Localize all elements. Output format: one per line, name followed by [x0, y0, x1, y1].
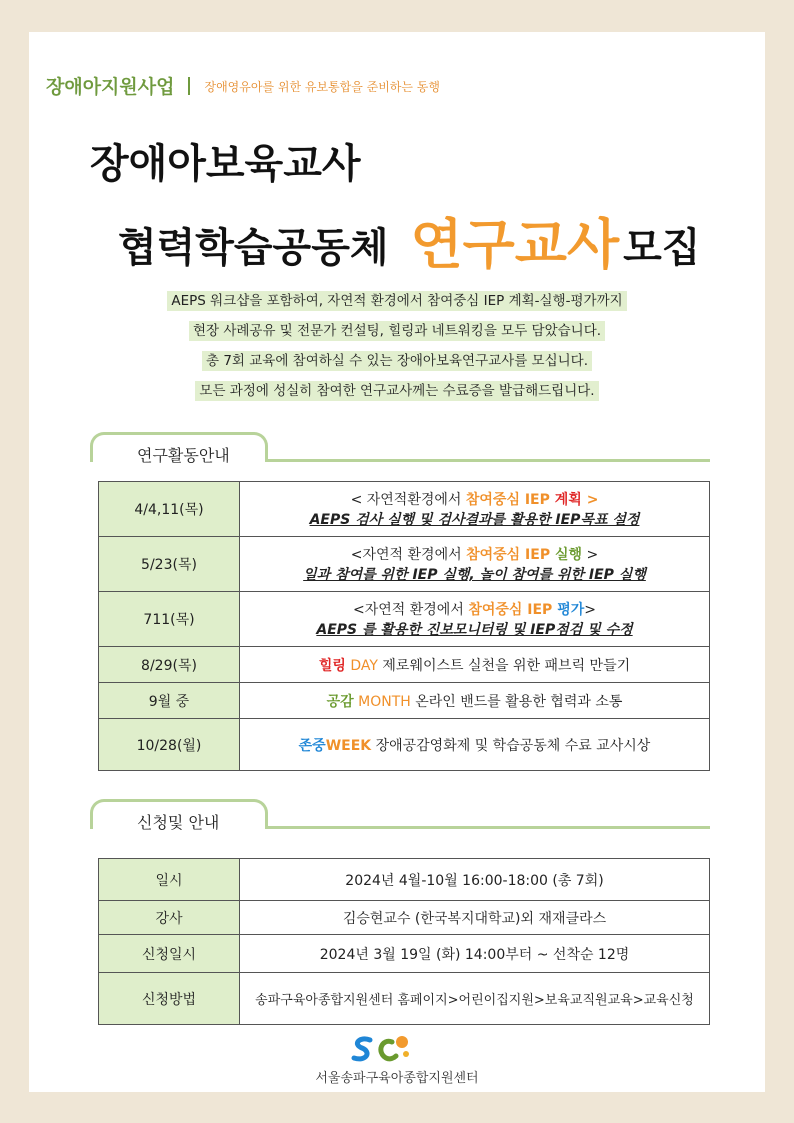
value-cell: 2024년 3월 19일 (화) 14:00부터 ~ 선착순 12명 [240, 935, 710, 973]
activity-section-title: 연구활동안내 [90, 432, 268, 462]
table-row [99, 859, 710, 901]
apply-section-header [90, 799, 710, 833]
activity-cell: <자연적 환경에서 참여중심 IEP 실행 > 일과 참여를 위한 IEP 실행, 놀이 참여를 위한 IEP 실행 [240, 537, 710, 592]
date-cell: 711(목) [99, 592, 240, 647]
activity-cell: 공감 MONTH 온라인 밴드를 활용한 협력과 소통 [240, 683, 710, 719]
table-row [99, 719, 710, 771]
date-cell: 5/23(목) [99, 537, 240, 592]
intro-line: 현장 사례공유 및 전문가 컨설팅, 힐링과 네트워킹을 모두 담았습니다. [189, 321, 605, 341]
table-row [99, 901, 710, 935]
table-row [99, 537, 710, 592]
org-name: 장애아지원사업 [46, 76, 175, 98]
date-cell: 8/29(목) [99, 647, 240, 683]
activity-detail: 일과 참여를 위한 IEP 실행, 놀이 참여를 위한 IEP 실행 [303, 567, 646, 583]
label-cell: 신청일시 [99, 935, 240, 973]
activity-table [98, 481, 710, 771]
activity-cell: 힐링 DAY 제로웨이스트 실천을 위한 패브릭 만들기 [240, 647, 710, 683]
label-cell: 일시 [99, 859, 240, 901]
activity-cell: < 자연적환경에서 참여중심 IEP 계획 > AEPS 검사 실행 및 검사결과를 활용한 IEP목표 설정 [240, 482, 710, 537]
label-cell: 신청방법 [99, 973, 240, 1025]
intro-line: 모든 과정에 성실히 참여한 연구교사께는 수료증을 발급해드립니다. [195, 381, 598, 401]
table-row [99, 935, 710, 973]
date-cell: 4/4,11(목) [99, 482, 240, 537]
apply-section-title: 신청및 안내 [90, 799, 268, 829]
activity-section-header [90, 432, 710, 466]
footer-org-name: 서울송파구육아종합지원센터 [315, 1071, 479, 1086]
title-line-2 [118, 202, 700, 279]
divider [188, 77, 190, 95]
activity-detail: AEPS 를 활용한 진보모니터링 및 IEP점검 및 수정 [316, 622, 633, 638]
activity-cell: <자연적 환경에서 참여중심 IEP 평가> AEPS 를 활용한 진보모니터링 및 IEP점검 및 수정 [240, 592, 710, 647]
value-cell: 김승현교수 (한국복지대학교)외 재재클라스 [240, 901, 710, 935]
title-part-2: 모집 [623, 225, 701, 271]
header-line [46, 72, 440, 99]
section-rule [266, 459, 710, 462]
value-cell: 송파구육아종합지원센터 홈페이지>어린이집지원>보육교직원교육>교육신청 [240, 973, 710, 1025]
title-highlight: 연구교사 [410, 213, 620, 276]
apply-table [98, 858, 710, 1025]
intro-line: 총 7회 교육에 참여하실 수 있는 장애아보육연구교사를 모십니다. [202, 351, 592, 371]
section-rule [266, 826, 710, 829]
tagline: 장애영유아를 위한 유보통합을 준비하는 동행 [204, 80, 440, 94]
table-row [99, 592, 710, 647]
table-row [99, 482, 710, 537]
center-logo-icon [340, 1030, 424, 1070]
intro-text [0, 290, 794, 410]
table-row [99, 973, 710, 1025]
date-cell: 10/28(월) [99, 719, 240, 771]
title-line-1: 장애아보육교사 [90, 141, 361, 187]
title-part-1: 협력학습공동체 [118, 225, 389, 271]
date-cell: 9월 중 [99, 683, 240, 719]
table-row [99, 647, 710, 683]
label-cell: 강사 [99, 901, 240, 935]
intro-line: AEPS 워크샵을 포함하여, 자연적 환경에서 참여중심 IEP 계획-실행-평가까지 [167, 291, 626, 311]
value-cell: 2024년 4월-10월 16:00-18:00 (총 7회) [240, 859, 710, 901]
table-row [99, 683, 710, 719]
activity-cell: 존중WEEK 장애공감영화제 및 학습공동체 수료 교사시상 [240, 719, 710, 771]
activity-detail: AEPS 검사 실행 및 검사결과를 활용한 IEP목표 설정 [309, 512, 640, 528]
